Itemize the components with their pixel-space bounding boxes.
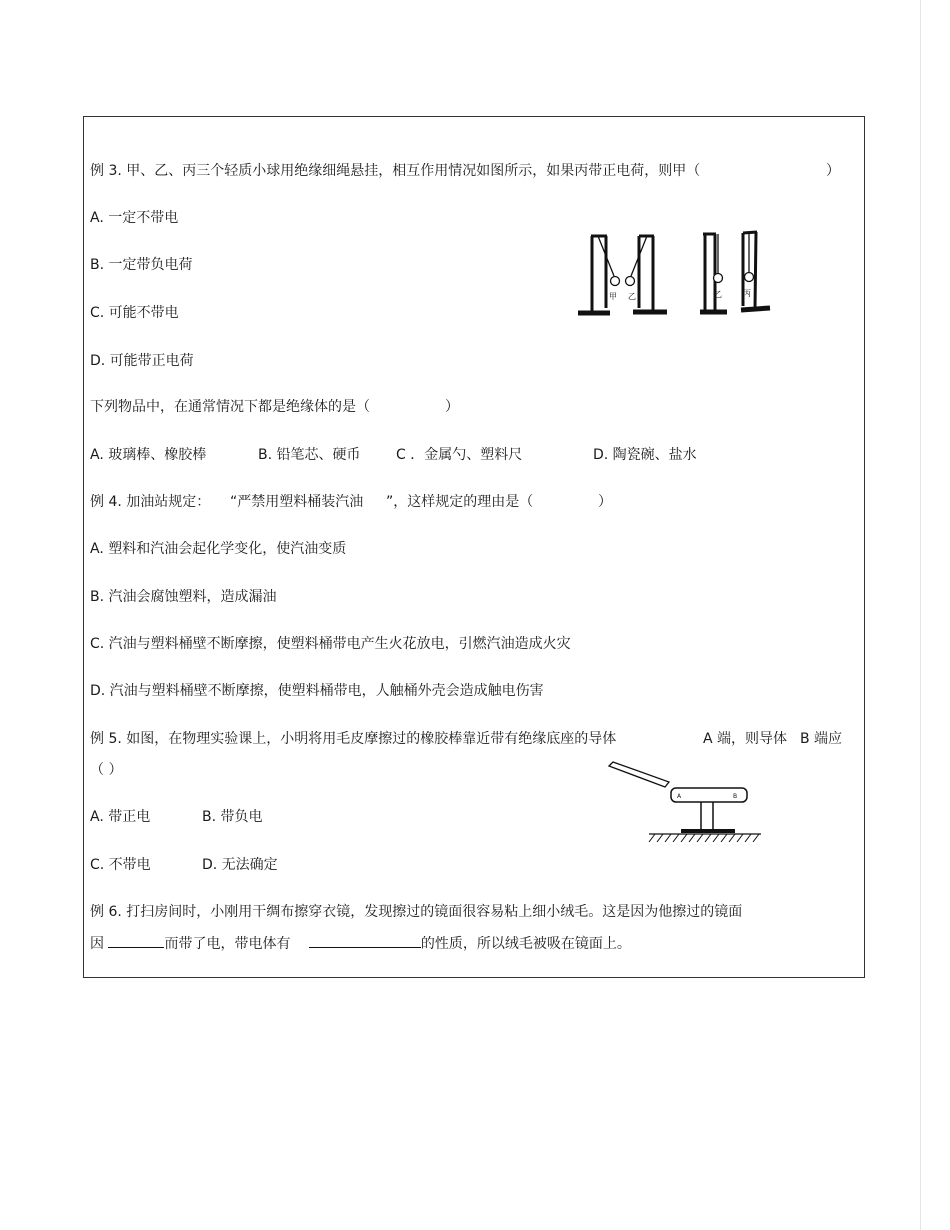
q3-option-c: C. 可能不带电 <box>90 305 179 321</box>
q5-stem-b: A 端，则导体 <box>703 731 788 747</box>
q4-paren-close: ） <box>598 494 612 510</box>
q5-figure <box>605 760 765 845</box>
q3-fig-label-bing: 丙 <box>743 289 751 298</box>
q3-figure <box>575 228 775 323</box>
q4-stem-a: 例 4. 加油站规定： <box>90 494 211 510</box>
q3-fig-label-jia: 甲 <box>609 292 617 301</box>
q5-stem: 例 5. 如图，在物理实验课上，小明将用毛皮摩擦过的橡胶棒靠近带有绝缘底座的导体 <box>90 731 617 747</box>
q4-option-c: C. 汽油与塑料桶壁不断摩擦，使塑料桶带电产生火花放电，引燃汽油造成火灾 <box>90 636 571 652</box>
q4-option-b: B. 汽油会腐蚀塑料，造成漏油 <box>90 589 277 605</box>
q6-line1: 例 6. 打扫房间时，小刚用干绸布擦穿衣镜，发现擦过的镜面很容易粘上细小绒毛。这是因为他擦过的镜面 <box>90 904 743 920</box>
q5-option-a: A. 带正电 <box>90 809 151 825</box>
q3-fig-label-yi: 乙 <box>628 292 636 301</box>
q4-option-d: D. 汽油与塑料桶壁不断摩擦，使塑料桶带电，人触桶外壳会造成触电伤害 <box>90 683 544 699</box>
q-insulator-option-a: A. 玻璃棒、橡胶棒 <box>90 447 207 463</box>
q5-option-b: B. 带负电 <box>202 809 263 825</box>
q-insulator-option-c: C ．金属勺、塑料尺 <box>396 447 523 463</box>
q3-option-a: A. 一定不带电 <box>90 210 179 226</box>
q6-blank-1[interactable] <box>108 934 164 948</box>
q3-stem: 例 3. 甲、乙、丙三个轻质小球用绝缘细绳悬挂，相互作用情况如图所示，如果丙带正电荷，则甲（ <box>90 163 701 179</box>
q-insulator-stem: 下列物品中，在通常情况下都是绝缘体的是（ <box>90 399 370 415</box>
q-insulator-option-b: B. 铅笔芯、硬币 <box>258 447 361 463</box>
q3-option-b: B. 一定带负电荷 <box>90 257 193 273</box>
q5-option-d: D. 无法确定 <box>202 857 278 873</box>
q3-option-d: D. 可能带正电荷 <box>90 353 194 369</box>
q-insulator-paren-close: ） <box>445 399 459 415</box>
q4-option-a: A. 塑料和汽油会起化学变化，使汽油变质 <box>90 541 347 557</box>
q5-stem-c: B 端应 <box>800 731 843 747</box>
q3-fig-label-yi-2: 乙 <box>714 290 722 299</box>
page-edge <box>920 0 921 1230</box>
q3-paren-close: ） <box>826 163 840 179</box>
q6-line2: 因 而带了电，带电体有 的性质，所以绒毛被吸在镜面上。 <box>90 936 631 952</box>
q4-stem-b: ”，这样规定的理由是（ <box>386 494 534 510</box>
q-insulator-option-d: D. 陶瓷碗、盐水 <box>593 447 697 463</box>
q5-fig-label-b: B <box>733 793 738 800</box>
q5-fig-label-a: A <box>677 793 682 800</box>
q6-blank-2[interactable] <box>309 934 421 948</box>
q5-option-c: C. 不带电 <box>90 857 151 873</box>
q4-quote: “严禁用塑料桶装汽油 <box>230 494 364 510</box>
q5-paren: （ ） <box>90 762 123 778</box>
